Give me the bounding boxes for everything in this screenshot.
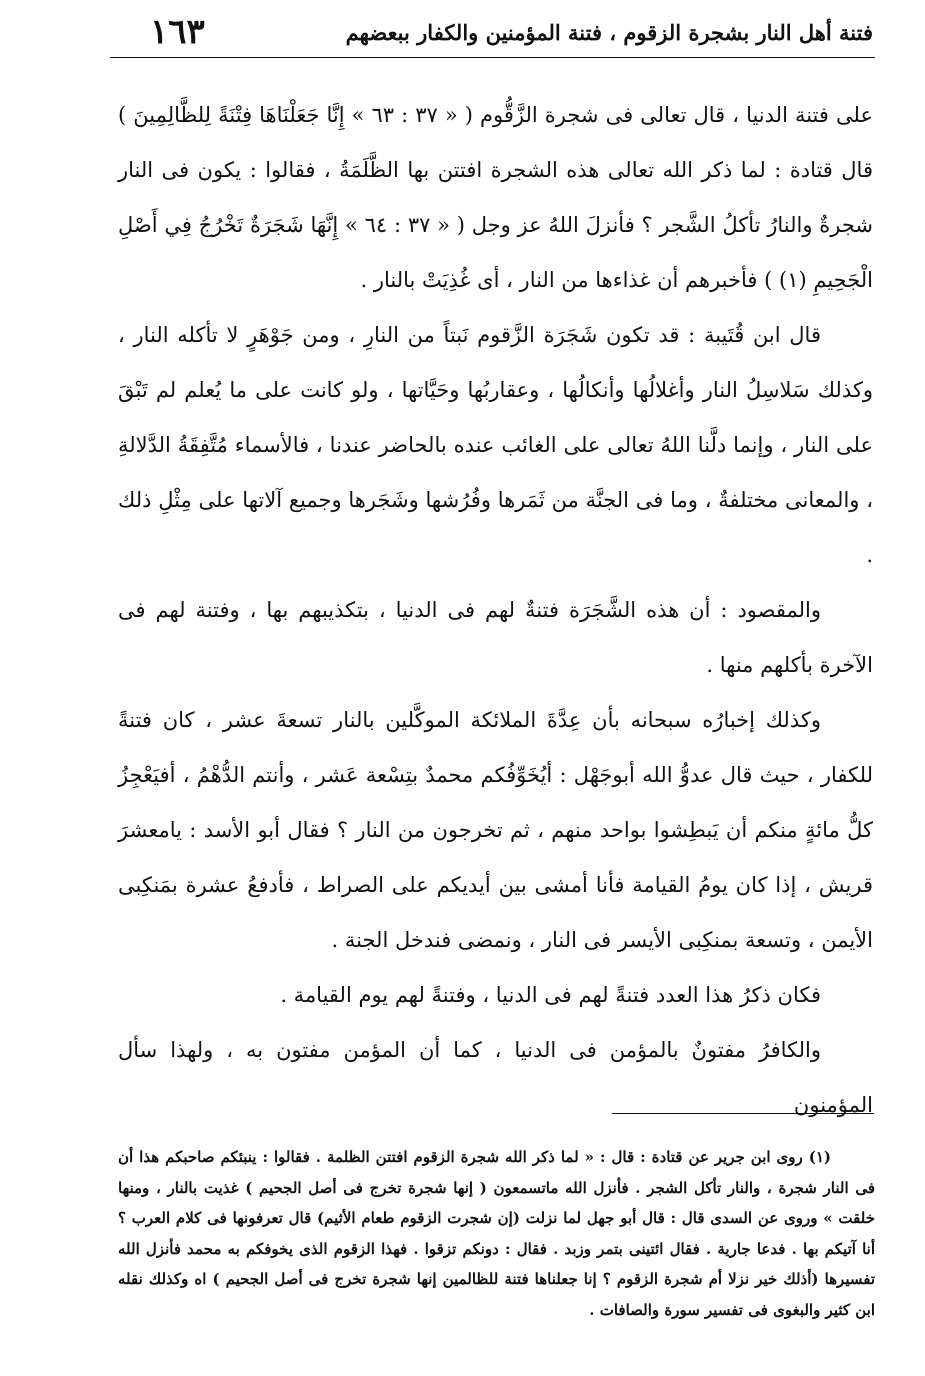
paragraph: فكان ذكرُ هذا العدد فتنةً لهم فى الدنيا ، وفتنةً لهم يوم القيامة . (280, 983, 821, 1007)
paragraph: والكافرُ مفتونٌ بالمؤمن فى الدنيا ، كما أن المؤمن مفتون به ، ولهذا سأل المؤمنون (118, 1038, 873, 1117)
footnote-divider (612, 1113, 874, 1114)
header-divider (110, 57, 875, 58)
page-header (110, 8, 873, 54)
paragraph: والمقصود : أن هذه الشَّجَرَة فتنةٌ لهم فى الدنيا ، بتكذيبهم بها ، وفتنة لهم فى الآخرة بأكلهم منها . (118, 598, 873, 677)
paragraph: وكذلك إخبارُه سبحانه بأن عِدَّةَ الملائكة الموكَّلين بالنار تسعةَ عشر ، كان فتنةً للكفار ، حيث قال عدوُّ الله أبوجَهْل : أيُخَوِّفُكم محمدٌ بتِسْعة عَشر ، وأنتم الدُّهْمُ ، أفيَعْجِزُ كلُّ مائةٍ منكم أن يَبطِشوا بواحد منهم ، ثم تخرجون من النار ؟ فقال أبو الأسد : يامعشرَ قريش ، إذا كان يومُ القيامة فأنا أمشى بين أيديكم على الصراط ، فأدفعُ عشرة بمَنكِبى الأيمن ، وتسعة بمنكِبى الأيسر فى النار ، ونمضى فندخل الجنة . (118, 708, 873, 952)
footnote-text: (١) روى ابن جرير عن قتادة : قال : « لما ذكر الله شجرة الزقوم افتتن الظلمة . فقالوا : ينبئكم صاحبكم هذا أن فى النار شجرة ، والنار تأكل الشجر . فأنزل الله ماتسمعون ( إنها شجرة تخرج فى أصل الجحيم ) غذيت بالنار ، ومنها خلقت » وروى عن السدى قال : قال أبو جهل لما نزلت (إن شجرت الزقوم طعام الأثيم) قال تعرفونها فى كلام العرب ؟ أنا آتيكم بها . فدعا جارية . فقال ائتينى بتمر وزبد . فقال : دونكم تزقوا . فهذا الزقوم الذى يخوفكم به محمد فأنزل الله تفسيرها (أذلك خير نزلا أم شجرة الزقوم ؟ إنا جعلناها فتنة للظالمين إنها شجرة تخرج فى أصل الجحيم ) اه وكذلك نقله ابن كثير والبغوى فى تفسير سورة والصافات . (118, 1148, 875, 1319)
paragraph: على فتنة الدنيا ، قال تعالى فى شجرة الزَّقُّوم ( « ٣٧ : ٦٣ » إِنَّا جَعَلْنَاهَا فِتْنَةً لِلظَّالِمِينَ ) قال قتادة : لما ذكر الله تعالى هذه الشجرة افتتن بها الظَّلَمَةُ ، فقالوا : يكون فى النار شجرةٌ والنارُ تأكلُ الشَّجر ؟ فأنزلَ اللهُ عز وجل ( « ٣٧ : ٦٤ » إِنَّهَا شَجَرَةٌ تَخْرُجُ فِي أَصْلِ الْجَحِيمِ (١) ) فأخبرهم أن غذاءها من النار ، أى غُذِيَتْ بالنار . (118, 103, 873, 292)
footnote (118, 1142, 875, 1325)
paragraph: قال ابن قُتَيبة : قد تكون شَجَرَة الزَّقوم نَبتاً من النارِ ، ومن جَوْهَرٍ لا تأكله النار ، وكذلك سَلاسِلُ النار وأغلالُها وأنكالُها ، وعقاربُها وحَيَّاتها ، ولو كانت على ما يُعلم لم تَبْقَ على النار ، وإنما دلَّنا اللهُ تعالى على الغائب عنده بالحاضر عندنا ، فالأسماء مُتَّفِقَةُ الدَّلالةِ ، والمعانى مختلفةٌ ، وما فى الجنَّة من ثَمَرها وفُرُشها وشَجَرها وجميع آلاتها على مِثْلِ ذلك . (118, 323, 873, 567)
running-title: فتنة أهل النار بشجرة الزقوم ، فتنة المؤمنين والكفار ببعضهم (345, 20, 873, 45)
page-number: ١٦٣ (150, 12, 205, 52)
main-text (118, 88, 873, 1133)
